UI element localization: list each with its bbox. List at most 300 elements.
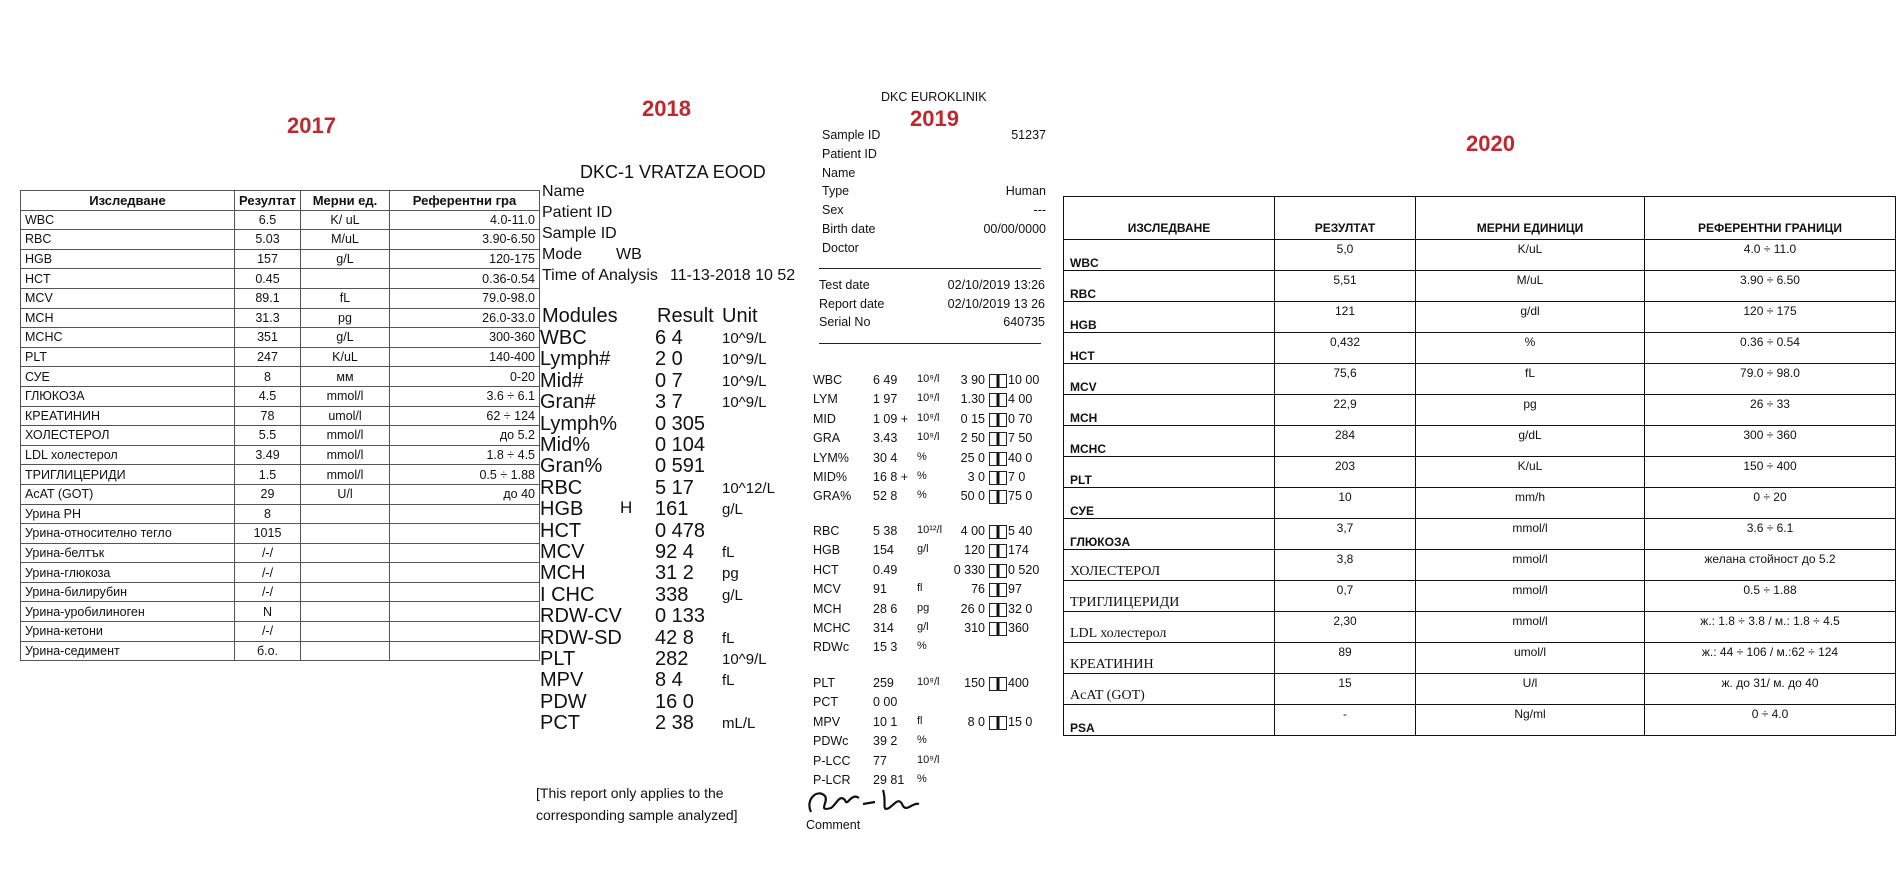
col-header-unit: Unit — [722, 305, 758, 327]
module-name: Gran# — [540, 391, 596, 414]
module-name: HCT — [540, 519, 582, 542]
unit: mL/L — [722, 715, 756, 733]
field-label: Type — [822, 184, 850, 199]
table-cell: 1.5 — [235, 465, 301, 485]
table-cell — [301, 563, 390, 583]
table-row — [21, 602, 540, 622]
analyte-unit: % — [917, 489, 927, 502]
divider — [819, 343, 1041, 344]
range-high: 5 40 — [1008, 524, 1033, 538]
field-value: 02/10/2019 13:26 — [947, 278, 1045, 292]
table-cell: K/uL — [1416, 457, 1645, 488]
table-row — [21, 347, 540, 367]
table-cell: 1.8 ÷ 4.5 — [390, 445, 540, 465]
table-cell: 247 — [235, 347, 301, 367]
range-bar — [989, 490, 1007, 504]
field-label: Report date — [819, 296, 885, 311]
table-cell: 150 ÷ 400 — [1645, 457, 1896, 488]
table-row — [21, 386, 540, 406]
table-cell — [390, 602, 540, 622]
unit: 10^9/L — [722, 394, 767, 412]
field-label: Name — [822, 165, 856, 180]
module-name: PDW — [540, 690, 587, 713]
range-bar — [989, 716, 1007, 730]
table-cell: 3.90 ÷ 6.50 — [1645, 271, 1896, 302]
range-high: 360 — [1008, 621, 1029, 635]
result-value: 5 17 — [655, 476, 694, 499]
table-cell: до 40 — [390, 484, 540, 504]
range-high: 97 — [1008, 582, 1022, 597]
table-cell: Урина-кетони — [21, 622, 235, 642]
table-row — [1064, 488, 1896, 519]
table-cell: 8 — [235, 504, 301, 524]
module-name: Mid# — [540, 369, 584, 392]
module-name: RDW-SD — [540, 626, 622, 649]
report-2018-footer-2: corresponding sample analyzed] — [536, 807, 738, 823]
result-value: 2 0 — [655, 348, 683, 371]
table-cell: 8 — [235, 367, 301, 387]
table-cell — [390, 524, 540, 544]
unit: 10^9/L — [722, 651, 767, 668]
table-cell: HGB — [21, 249, 235, 269]
header-cell: Мерни ед. — [301, 191, 390, 211]
table-row — [21, 269, 540, 289]
analyte-name: HCT — [813, 562, 839, 577]
module-name: RBC — [540, 476, 583, 499]
table-cell: RBC — [1064, 271, 1275, 302]
result-value: 0 305 — [655, 412, 706, 435]
table-cell: 284 — [1275, 426, 1416, 457]
table-cell: mmol/l — [1416, 550, 1645, 581]
table-cell: 3.90-6.50 — [390, 230, 540, 250]
result-value: 31 2 — [655, 562, 694, 585]
range-low: 50 0 — [960, 489, 985, 504]
table-cell: ХОЛЕСТЕРОЛ — [21, 426, 235, 446]
unit: g/L — [722, 501, 743, 519]
module-name: MCH — [540, 562, 586, 585]
result-value: 2 38 — [655, 712, 694, 735]
range-low: 310 — [964, 621, 985, 635]
analyte-value: 1 09 + — [873, 411, 909, 426]
range-bar — [989, 393, 1007, 407]
field-label: Patient ID — [822, 146, 877, 161]
result-value: 0 104 — [655, 434, 706, 456]
table-cell: mmol/l — [301, 445, 390, 465]
range-high: 0 70 — [1008, 411, 1033, 426]
range-bar — [989, 525, 1007, 539]
table-cell: мм — [301, 367, 390, 387]
table-cell: до 5.2 — [390, 426, 540, 446]
table-cell: Урина PH — [21, 504, 235, 524]
analyte-value: 0 00 — [873, 695, 898, 710]
header-cell: Резултат — [235, 191, 301, 211]
table-cell — [301, 622, 390, 642]
table-cell — [390, 504, 540, 524]
table-cell: 300 ÷ 360 — [1645, 426, 1896, 457]
table-cell — [301, 524, 390, 544]
analyte-value: 0.49 — [873, 562, 898, 577]
result-value: 338 — [655, 583, 689, 606]
table-row — [1064, 426, 1896, 457]
table-cell: pg — [1416, 395, 1645, 426]
table-cell: mmol/l — [1416, 581, 1645, 612]
unit: fL — [722, 629, 735, 647]
table-cell: 120-175 — [390, 249, 540, 269]
range-low: 0 330 — [953, 562, 985, 577]
table-cell — [301, 641, 390, 661]
field-value: 11-13-2018 10 52 — [670, 267, 796, 284]
report-2020-body — [1064, 240, 1896, 736]
field-value: 00/00/0000 — [983, 222, 1046, 236]
table-row — [1064, 395, 1896, 426]
doctor-signature — [803, 782, 923, 822]
table-row — [1064, 519, 1896, 550]
table-cell — [301, 269, 390, 289]
table-row — [21, 308, 540, 328]
analyte-unit: % — [917, 773, 927, 785]
table-row — [21, 249, 540, 269]
field-value: --- — [1033, 203, 1046, 218]
range-bar — [989, 677, 1007, 691]
analyte-value: 10 1 — [873, 714, 898, 729]
analyte-value: 39 2 — [873, 734, 898, 749]
table-cell: б.о. — [235, 641, 301, 661]
table-cell: 79.0-98.0 — [390, 288, 540, 308]
analyte-name: GRA% — [813, 489, 852, 504]
table-cell: g/dL — [1416, 426, 1645, 457]
table-cell: 15 — [1275, 674, 1416, 705]
range-bar — [989, 544, 1007, 558]
table-cell: 62 ÷ 124 — [390, 406, 540, 426]
report-2017-header-row — [21, 191, 540, 211]
report-2020-table — [1063, 196, 1896, 736]
analyte-value: 52 8 — [873, 489, 898, 504]
year-2020-heading: 2020 — [1466, 131, 1515, 156]
table-cell: fL — [1416, 364, 1645, 395]
table-row — [21, 524, 540, 544]
module-name: Gran% — [540, 455, 603, 478]
analyte-name: PDWc — [813, 734, 849, 749]
result-value: 42 8 — [655, 626, 694, 649]
module-name: HGB — [540, 498, 584, 521]
table-cell: ж.: 1.8 ÷ 3.8 / м.: 1.8 ÷ 4.5 — [1645, 612, 1896, 643]
col-header-result: Result — [657, 305, 714, 327]
analyte-value: 28 6 — [873, 601, 898, 616]
table-cell: ж. до 31/ м. до 40 — [1645, 674, 1896, 705]
table-cell: U/l — [301, 484, 390, 504]
result-value: 0 478 — [655, 519, 706, 542]
table-cell: 3.6 ÷ 6.1 — [1645, 519, 1896, 550]
table-cell: WBC — [1064, 240, 1275, 271]
table-cell: 0,7 — [1275, 581, 1416, 612]
field-label: Sample ID — [822, 128, 881, 142]
table-cell: MCH — [21, 308, 235, 328]
table-row — [1064, 581, 1896, 612]
analyte-unit: 10⁹/l — [917, 373, 940, 385]
analyte-unit: 10⁹/l — [917, 431, 940, 444]
result-value: 6 4 — [655, 327, 683, 349]
table-cell — [390, 641, 540, 661]
analyte-name: MCHC — [813, 621, 851, 635]
table-cell: 3,8 — [1275, 550, 1416, 581]
analyte-value: 15 3 — [873, 640, 898, 655]
table-cell: N — [235, 602, 301, 622]
table-cell: Урина-уробилиноген — [21, 602, 235, 622]
table-row — [21, 465, 540, 485]
table-cell: 26 ÷ 33 — [1645, 395, 1896, 426]
range-bar — [989, 583, 1007, 597]
range-low: 26 0 — [960, 601, 985, 616]
unit: 10^9/L — [722, 330, 767, 347]
result-value: 3 7 — [655, 391, 683, 414]
analyte-name: LYM — [813, 392, 838, 407]
analyte-unit: % — [917, 640, 927, 653]
analyte-value: 91 — [873, 582, 887, 597]
analyte-name: MID% — [813, 470, 848, 484]
range-bar — [989, 471, 1007, 485]
range-low: 3 0 — [967, 470, 985, 484]
table-cell — [301, 582, 390, 602]
module-name: Lymph# — [540, 348, 611, 371]
table-cell: K/ uL — [301, 210, 390, 230]
analyte-unit: % — [917, 450, 927, 463]
module-name: RDW-CV — [540, 605, 622, 628]
result-value: 0 591 — [655, 455, 706, 478]
analyte-name: PCT — [813, 695, 838, 710]
range-low: 1.30 — [960, 392, 985, 407]
table-cell: PLT — [1064, 457, 1275, 488]
table-cell: LDL холестерол — [1064, 612, 1275, 643]
table-cell: fL — [301, 288, 390, 308]
table-cell: 5,51 — [1275, 271, 1416, 302]
report-2019-lab-name: DKC EUROKLINIK — [881, 90, 987, 104]
range-low: 4 00 — [960, 524, 985, 538]
unit: fL — [722, 672, 735, 690]
table-cell: 0,432 — [1275, 333, 1416, 364]
table-cell: PSA — [1064, 705, 1275, 736]
range-bar — [989, 452, 1007, 466]
table-row — [1064, 457, 1896, 488]
range-low: 2 50 — [960, 431, 985, 446]
range-high: 75 0 — [1008, 489, 1033, 504]
field-value: 02/10/2019 13 26 — [947, 296, 1045, 311]
table-cell — [301, 602, 390, 622]
year-2019-heading: 2019 — [910, 106, 959, 131]
header-cell: МЕРНИ ЕДИНИЦИ — [1416, 197, 1645, 240]
table-cell: ж.: 44 ÷ 106 / м.:62 ÷ 124 — [1645, 643, 1896, 674]
range-high: 0 520 — [1008, 562, 1040, 577]
table-row — [1064, 271, 1896, 302]
range-low: 120 — [964, 543, 985, 558]
table-cell: HCT — [21, 269, 235, 289]
table-cell: % — [1416, 333, 1645, 364]
table-cell: umol/l — [1416, 643, 1645, 674]
report-2020-header-row — [1064, 197, 1896, 240]
module-name: PCT — [540, 712, 580, 735]
range-bar — [989, 564, 1007, 578]
table-row — [1064, 674, 1896, 705]
table-cell: 0 ÷ 20 — [1645, 488, 1896, 519]
analyte-name: LYM% — [813, 450, 849, 465]
field-label: Test date — [819, 278, 870, 292]
result-value: 0 133 — [655, 605, 706, 628]
table-cell: 300-360 — [390, 328, 540, 348]
col-header-modules: Modules — [542, 305, 618, 327]
table-cell: M/uL — [301, 230, 390, 250]
table-row — [21, 288, 540, 308]
table-cell: 3,7 — [1275, 519, 1416, 550]
table-cell: 89 — [1275, 643, 1416, 674]
table-cell: 4.5 — [235, 386, 301, 406]
table-cell: КРЕАТИНИН — [21, 406, 235, 426]
analyte-name: MPV — [813, 714, 841, 729]
table-cell: 6.5 — [235, 210, 301, 230]
header-cell: Изследване — [21, 191, 235, 211]
table-cell: MCV — [1064, 364, 1275, 395]
table-cell: - — [1275, 705, 1416, 736]
table-cell: Урина-билирубин — [21, 582, 235, 602]
analyte-name: MCV — [813, 582, 841, 597]
table-cell: 121 — [1275, 302, 1416, 333]
field-label: Sample ID — [542, 225, 617, 242]
table-row — [21, 328, 540, 348]
field-label: Name — [542, 183, 585, 200]
table-cell: 10 — [1275, 488, 1416, 519]
comment-label: Comment — [806, 818, 861, 832]
table-row — [1064, 240, 1896, 271]
field-value: WB — [616, 246, 642, 263]
table-cell: /-/ — [235, 622, 301, 642]
table-cell: HGB — [1064, 302, 1275, 333]
analyte-name: P-LCR — [813, 773, 851, 787]
analyte-value: 314 — [873, 621, 894, 635]
analyte-unit: fl — [917, 714, 923, 727]
table-cell: Урина-седимент — [21, 641, 235, 661]
range-low: 76 — [971, 582, 985, 597]
table-cell: K/uL — [301, 347, 390, 367]
table-cell: mmol/l — [301, 465, 390, 485]
analyte-value: 77 — [873, 753, 887, 768]
report-2017-body — [21, 210, 540, 661]
result-value: 8 4 — [655, 669, 683, 692]
table-cell: HCT — [1064, 333, 1275, 364]
table-row — [21, 367, 540, 387]
range-high: 400 — [1008, 676, 1029, 690]
table-cell: Ng/ml — [1416, 705, 1645, 736]
year-2018-heading: 2018 — [642, 96, 691, 121]
range-bar — [989, 413, 1007, 427]
field-label: Birth date — [822, 222, 876, 236]
module-name: MPV — [540, 669, 584, 692]
year-2017-heading: 2017 — [287, 113, 336, 138]
analyte-unit: pg — [917, 601, 930, 614]
table-cell: ТРИГЛИЦЕРИДИ — [1064, 581, 1275, 612]
table-cell: 120 ÷ 175 — [1645, 302, 1896, 333]
table-row — [1064, 302, 1896, 333]
analyte-name: RBC — [813, 524, 840, 538]
range-high: 7 50 — [1008, 431, 1033, 446]
table-cell: 29 — [235, 484, 301, 504]
range-high: 4 00 — [1008, 392, 1033, 407]
table-cell: RBC — [21, 230, 235, 250]
table-cell: СУЕ — [1064, 488, 1275, 519]
table-row — [21, 563, 540, 583]
table-row — [21, 426, 540, 446]
result-value: 161 — [655, 498, 689, 521]
report-2018-footer-1: [This report only applies to the — [536, 785, 724, 801]
unit: fL — [722, 544, 735, 561]
analyte-unit: 10⁹/l — [917, 676, 940, 688]
table-cell: mmol/l — [1416, 612, 1645, 643]
table-cell: 5,0 — [1275, 240, 1416, 271]
range-high: 10 00 — [1008, 373, 1040, 387]
table-cell: M/uL — [1416, 271, 1645, 302]
analyte-unit: 10⁹/l — [917, 392, 940, 405]
table-cell: 0.36-0.54 — [390, 269, 540, 289]
analyte-name: HGB — [813, 543, 841, 558]
table-cell: 0.5 ÷ 1.88 — [390, 465, 540, 485]
analyte-value: 29 81 — [873, 773, 905, 787]
table-cell: U/l — [1416, 674, 1645, 705]
analyte-name: MCH — [813, 601, 842, 616]
table-cell: g/dl — [1416, 302, 1645, 333]
analyte-name: WBC — [813, 373, 843, 387]
analyte-value: 1 97 — [873, 392, 898, 407]
divider — [819, 268, 1041, 269]
table-cell: g/L — [301, 249, 390, 269]
range-low: 0 15 — [960, 411, 985, 426]
report-2017-table — [20, 190, 540, 661]
table-cell: ГЛЮКОЗА — [21, 386, 235, 406]
table-row — [1064, 643, 1896, 674]
table-cell: 3.6 ÷ 6.1 — [390, 386, 540, 406]
table-cell: LDL холестерол — [21, 445, 235, 465]
table-cell: AcAT (GOT) — [1064, 674, 1275, 705]
table-row — [21, 445, 540, 465]
table-cell: WBC — [21, 210, 235, 230]
field-label: Doctor — [822, 240, 859, 255]
table-cell: СУЕ — [21, 367, 235, 387]
result-value: 282 — [655, 648, 689, 670]
table-cell: g/L — [301, 328, 390, 348]
analyte-value: 154 — [873, 543, 894, 558]
flag: H — [620, 498, 633, 518]
table-row — [1064, 364, 1896, 395]
field-label: Time of Analysis — [542, 267, 658, 284]
table-cell: ТРИГЛИЦЕРИДИ — [21, 465, 235, 485]
table-cell: 1015 — [235, 524, 301, 544]
header-cell: ИЗСЛЕДВАНЕ — [1064, 197, 1275, 240]
table-row — [21, 230, 540, 250]
table-row — [1064, 333, 1896, 364]
analyte-name: PLT — [813, 676, 835, 690]
table-cell: 4.0 ÷ 11.0 — [1645, 240, 1896, 271]
field-value: Human — [1005, 184, 1046, 199]
result-value: 92 4 — [655, 541, 694, 563]
table-cell: AcAT (GOT) — [21, 484, 235, 504]
range-low: 3 90 — [960, 373, 985, 387]
table-cell: 0.36 ÷ 0.54 — [1645, 333, 1896, 364]
table-cell: pg — [301, 308, 390, 328]
header-cell: РЕЗУЛТАТ — [1275, 197, 1416, 240]
table-cell: 89.1 — [235, 288, 301, 308]
table-cell: umol/l — [301, 406, 390, 426]
table-cell: 351 — [235, 328, 301, 348]
analyte-value: 30 4 — [873, 450, 898, 465]
table-row — [21, 504, 540, 524]
range-high: 7 0 — [1008, 470, 1026, 484]
table-cell: 22,9 — [1275, 395, 1416, 426]
